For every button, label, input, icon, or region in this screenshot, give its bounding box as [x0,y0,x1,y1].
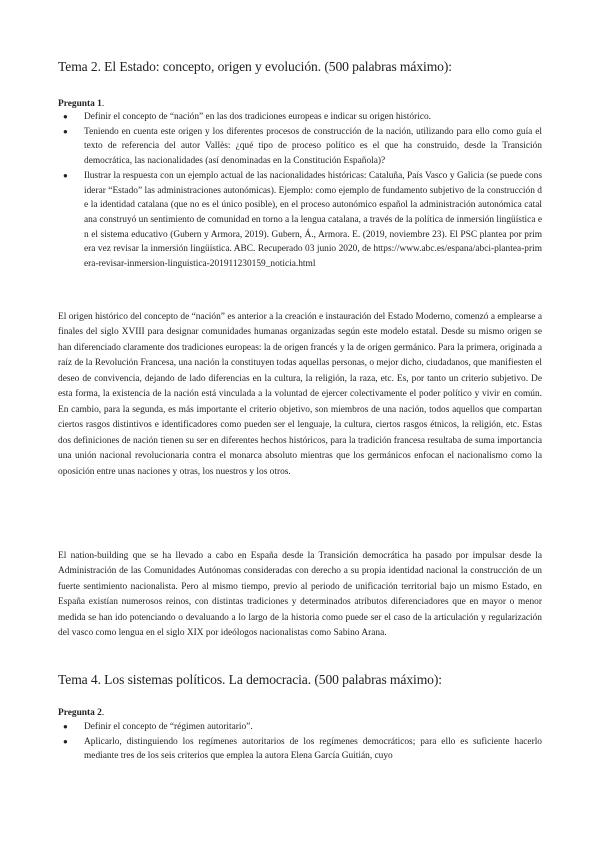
list-item [58,110,542,125]
bullet-icon: ● [63,112,68,121]
bullet-icon: ● [63,170,68,180]
answer-paragraph-1: El origen histórico del concepto de “nación” es anterior a la creación e instauración del Estado Moderno, comenzó a emplearse a finales del siglo XVIII para designar comunidades humanas organizadas según este modelo estatal. Desde su mismo origen se han diferenciado claramente dos tradiciones europeas: la de origen francés y la de origen germánico. Para la primera, originada a raíz de la Revolución Francesa, una nación la constituyen todas aquellas personas, o mejor dicho, ciudadanos, que manifiesten el deseo de convivencia, dejando de lado diferencias en la cultura, la religión, la raza, etc. Es, por tanto un criterio subjetivo. De esta forma, la existencia de la nación está vinculada a la voluntad de ejercer colectivamente el poder político y vivir en común. En cambio, para la segunda, es más importante el criterio objetivo, son miembros de una nación, todos aquellos que compartan ciertos rasgos distintivos e identificadores como pueden ser el lenguaje, la cultura, ciertos rasgos étnicos, la religión, etc. Estas dos definiciones de nación tienen su ser en diferentes hechos históricos, para la tradición francesa resultaba de suma importancia una unión nacional revolucionaria contra el monarca absoluto mientras que los germánicos enfocan el nacionalismo como la oposición entre unas naciones y otras, los nuestros y los otros. [58,312,542,477]
list-item-text: Definir el concepto de “nación” en las dos tradiciones europeas e indicar su origen histórico. [84,112,432,122]
list-item [58,735,542,764]
question-1-label-text: Pregunta 1 [58,99,102,109]
list-item-text: Teniendo en cuenta este origen y los diferentes procesos de construcción de la nación, utilizando para ello como guía el texto de referencia del autor Vallès: ¿qué tipo de proceso político es el que ha construido, desde la Transición democrática, las nacionalidades (así denominadas en la Constitución Española)? [84,126,542,167]
bullet-icon: ● [63,126,68,136]
question-2-label-dot: . [101,708,105,718]
question-2-label [58,707,104,720]
answer-paragraph-2: El nation-building que se ha llevado a cabo en España desde la Transición democrática ha pasado por impulsar desde la Administración de las Comunidades Autónomas consideradas con derecho a su propia identidad nacional la construcción de un fuerte sentimiento nacionalista. Pero al mismo tiempo, previo al periodo de unificación territorial bajo un mismo Estado, en España existían numerosos reinos, con distintas tradiciones y determinados atributos diferenciadores que en mayor o menor medida se han ido potenciando o devaluando a lo largo de la historia como puede ser el caso de la articulación y regularización del vasco como lengua en el siglo XIX por ideólogos nacionalistas como Sabino Arana. [58,551,542,639]
list-item-text: Ilustrar la respuesta con un ejemplo actual de las nacionalidades históricas: Cataluña, País Vasco y Galicia (se puede considerar “Estado” las administraciones autonómicas). Ejemplo: como ejemplo de fundamento subjetivo de la construcción de la identidad catalana (que no es el único posible), en el proceso autonómico español la administración autonómica catalana construyó un sentimiento de comunidad en torno a la lengua catalana, a través de la política de inmersión lingüística en el sistema educativo (Gubern y Armora, 2019). Gubern, Á., Armora. E. (2019, noviembre 23). El PSC plantea por primera vez revisar la inmersión lingüística. ABC. Recuperado 03 junio 2020, de https://www.abc.es/espana/abci-plantea-primera-revisar-inmersion-linguistica-201911230159_noticia.html [84,170,542,270]
question-2-label-text: Pregunta 2 [58,708,102,718]
section-2-heading: Tema 4. Los sistemas políticos. La democracia. (500 palabras máximo): [58,672,442,687]
list-item [58,125,542,169]
question-2-bullet-list [58,720,542,764]
section-1-heading: Tema 2. El Estado: concepto, origen y evolución. (500 palabras máximo): [58,59,452,74]
list-item [58,169,542,272]
list-item-text: Definir el concepto de “régimen autoritario”. [84,722,253,732]
bullet-icon: ● [63,722,68,731]
question-1-label-dot: . [101,99,105,109]
bullet-icon: ● [63,736,68,746]
question-1-bullet-list [58,110,542,272]
list-item [58,720,542,735]
list-item-text: Aplicarlo, distinguiendo los regímenes autoritarios de los regímenes democráticos; para ello es suficiente hacerlo mediante tres de los seis criterios que emplea la autora Elena García Guitián, cuyo [84,736,542,762]
